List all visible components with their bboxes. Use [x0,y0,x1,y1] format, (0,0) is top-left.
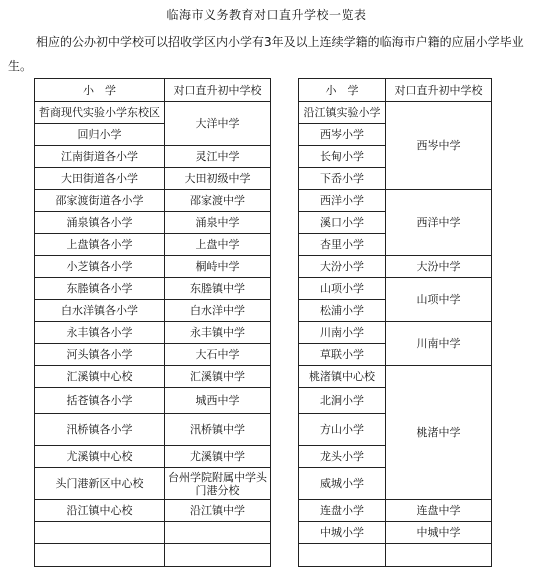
middle-school-cell: 连盘中学 [386,500,492,522]
primary-school-cell: 连盘小学 [299,500,386,522]
middle-school-cell: 大田初级中学 [165,168,271,190]
primary-school-cell: 溪口小学 [299,212,386,234]
column-header-primary: 小 学 [299,79,386,102]
primary-school-cell: 大汾小学 [299,256,386,278]
primary-school-cell: 下岙小学 [299,168,386,190]
column-header-middle: 对口直升初中学校 [386,79,492,102]
primary-school-cell: 河头镇各小学 [35,344,165,366]
page-title: 临海市义务教育对口直升学校一览表 [166,8,367,22]
primary-school-cell: 白水洋镇各小学 [35,300,165,322]
primary-school-cell: 长甸小学 [299,146,386,168]
middle-school-cell: 中城中学 [386,522,492,544]
primary-school-cell: 涌泉镇各小学 [35,212,165,234]
empty-cell [386,544,492,567]
middle-school-cell: 大洋中学 [165,102,271,146]
empty-cell [299,544,386,567]
middle-school-cell: 汇溪镇中学 [165,366,271,388]
middle-school-cell: 白水洋中学 [165,300,271,322]
primary-school-cell: 永丰镇各小学 [35,322,165,344]
middle-school-cell: 台州学院附属中学头门港分校 [165,468,271,500]
column-header-middle: 对口直升初中学校 [165,79,271,102]
primary-school-cell: 回归小学 [35,124,165,146]
primary-school-cell: 威城小学 [299,468,386,500]
primary-school-cell: 上盘镇各小学 [35,234,165,256]
primary-school-cell: 江南街道各小学 [35,146,165,168]
middle-school-cell: 山项中学 [386,278,492,322]
primary-school-cell: 小芝镇各小学 [35,256,165,278]
primary-school-cell: 北涧小学 [299,388,386,414]
primary-school-cell: 山项小学 [299,278,386,300]
left-school-table [34,78,271,567]
primary-school-cell: 哲商现代实验小学东校区 [35,102,165,124]
middle-school-cell: 城西中学 [165,388,271,414]
primary-school-cell: 草联小学 [299,344,386,366]
primary-school-cell: 大田街道各小学 [35,168,165,190]
primary-school-cell: 头门港新区中心校 [35,468,165,500]
primary-school-cell: 沿江镇实验小学 [299,102,386,124]
empty-cell [165,522,271,544]
primary-school-cell: 龙头小学 [299,446,386,468]
middle-school-cell: 东塍镇中学 [165,278,271,300]
middle-school-cell: 邵家渡中学 [165,190,271,212]
middle-school-cell: 涌泉中学 [165,212,271,234]
primary-school-cell: 沿江镇中心校 [35,500,165,522]
intro-paragraph: 相应的公办初中学校可以招收学区内小学有3年及以上连续学籍的临海市户籍的应届小学毕业生。 [8,35,524,73]
column-header-primary: 小 学 [35,79,165,102]
primary-school-cell: 邵家渡街道各小学 [35,190,165,212]
primary-school-cell [35,522,165,544]
middle-school-cell: 桐峙中学 [165,256,271,278]
middle-school-cell: 尤溪镇中学 [165,446,271,468]
middle-school-cell: 西洋中学 [386,190,492,256]
middle-school-cell: 大汾中学 [386,256,492,278]
primary-school-cell: 松浦小学 [299,300,386,322]
primary-school-cell: 杏里小学 [299,234,386,256]
primary-school-cell: 桃渚镇中心校 [299,366,386,388]
primary-school-cell: 括苍镇各小学 [35,388,165,414]
primary-school-cell: 西洋小学 [299,190,386,212]
middle-school-cell: 西岑中学 [386,102,492,190]
primary-school-cell: 汛桥镇各小学 [35,414,165,446]
middle-school-cell: 川南中学 [386,322,492,366]
empty-cell [165,544,271,567]
middle-school-cell: 汛桥镇中学 [165,414,271,446]
middle-school-cell: 桃渚中学 [386,366,492,500]
right-school-table [298,78,492,567]
middle-school-cell: 上盘中学 [165,234,271,256]
primary-school-cell [35,544,165,567]
primary-school-cell: 中城小学 [299,522,386,544]
primary-school-cell: 川南小学 [299,322,386,344]
middle-school-cell: 永丰镇中学 [165,322,271,344]
primary-school-cell: 西岑小学 [299,124,386,146]
middle-school-cell: 灵江中学 [165,146,271,168]
middle-school-cell: 沿江镇中学 [165,500,271,522]
primary-school-cell: 尤溪镇中心校 [35,446,165,468]
primary-school-cell: 方山小学 [299,414,386,446]
middle-school-cell: 大石中学 [165,344,271,366]
primary-school-cell: 汇溪镇中心校 [35,366,165,388]
primary-school-cell: 东塍镇各小学 [35,278,165,300]
